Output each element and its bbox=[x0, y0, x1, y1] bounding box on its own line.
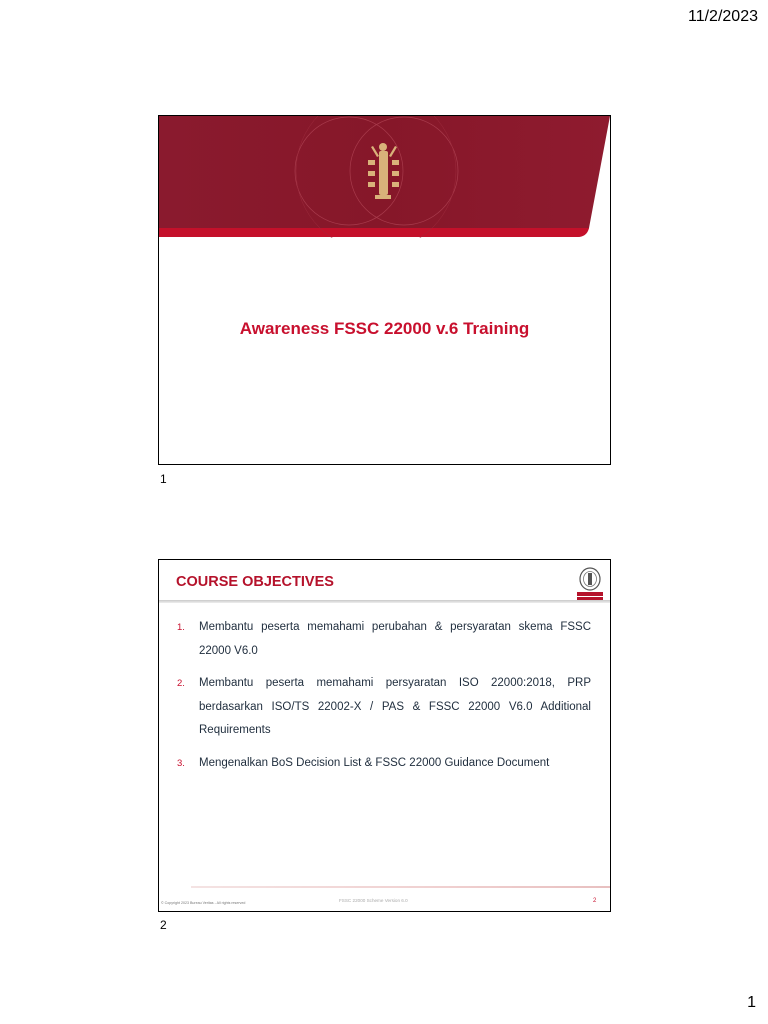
objectives-list bbox=[177, 616, 591, 784]
slide-heading: COURSE OBJECTIVES bbox=[176, 574, 334, 590]
slide-1 bbox=[158, 115, 611, 465]
title-banner bbox=[159, 116, 610, 238]
list-item bbox=[177, 616, 591, 663]
page-number: 1 bbox=[747, 994, 756, 1011]
list-item-text: Membantu peserta memahami persyaratan ISO 22000:2018, PRP berdasarkan ISO/TS 22002-X / PAS & FSSC 22000 V6.0 Additional Requirements bbox=[199, 677, 591, 736]
header-divider bbox=[159, 600, 610, 603]
slide-number-label: 1 bbox=[160, 472, 167, 486]
footer-divider bbox=[191, 886, 610, 888]
list-item-number: 1. bbox=[177, 622, 185, 633]
bureau-veritas-logo-icon bbox=[575, 566, 605, 602]
footer-title: FSSC 22000 Scheme Version 6.0 bbox=[339, 898, 408, 903]
list-item-number: 3. bbox=[177, 757, 185, 769]
slide-title: Awareness FSSC 22000 v.6 Training bbox=[239, 319, 530, 338]
footer-copyright: © Copyright 2023 Bureau Veritas - All rights reserved bbox=[161, 901, 246, 905]
list-item-number: 2. bbox=[177, 678, 185, 689]
list-item bbox=[177, 672, 591, 743]
list-item-text: Mengenalkan BoS Decision List & FSSC 22000 Guidance Document bbox=[199, 756, 550, 769]
page-date: 11/2/2023 bbox=[688, 8, 758, 25]
slide-number-label: 2 bbox=[160, 918, 167, 932]
slide-2 bbox=[158, 559, 611, 912]
list-item-text: Membantu peserta memahami perubahan & persyaratan skema FSSC 22000 V6.0 bbox=[199, 621, 591, 657]
list-item bbox=[177, 752, 591, 776]
footer-page-number: 2 bbox=[593, 898, 597, 904]
